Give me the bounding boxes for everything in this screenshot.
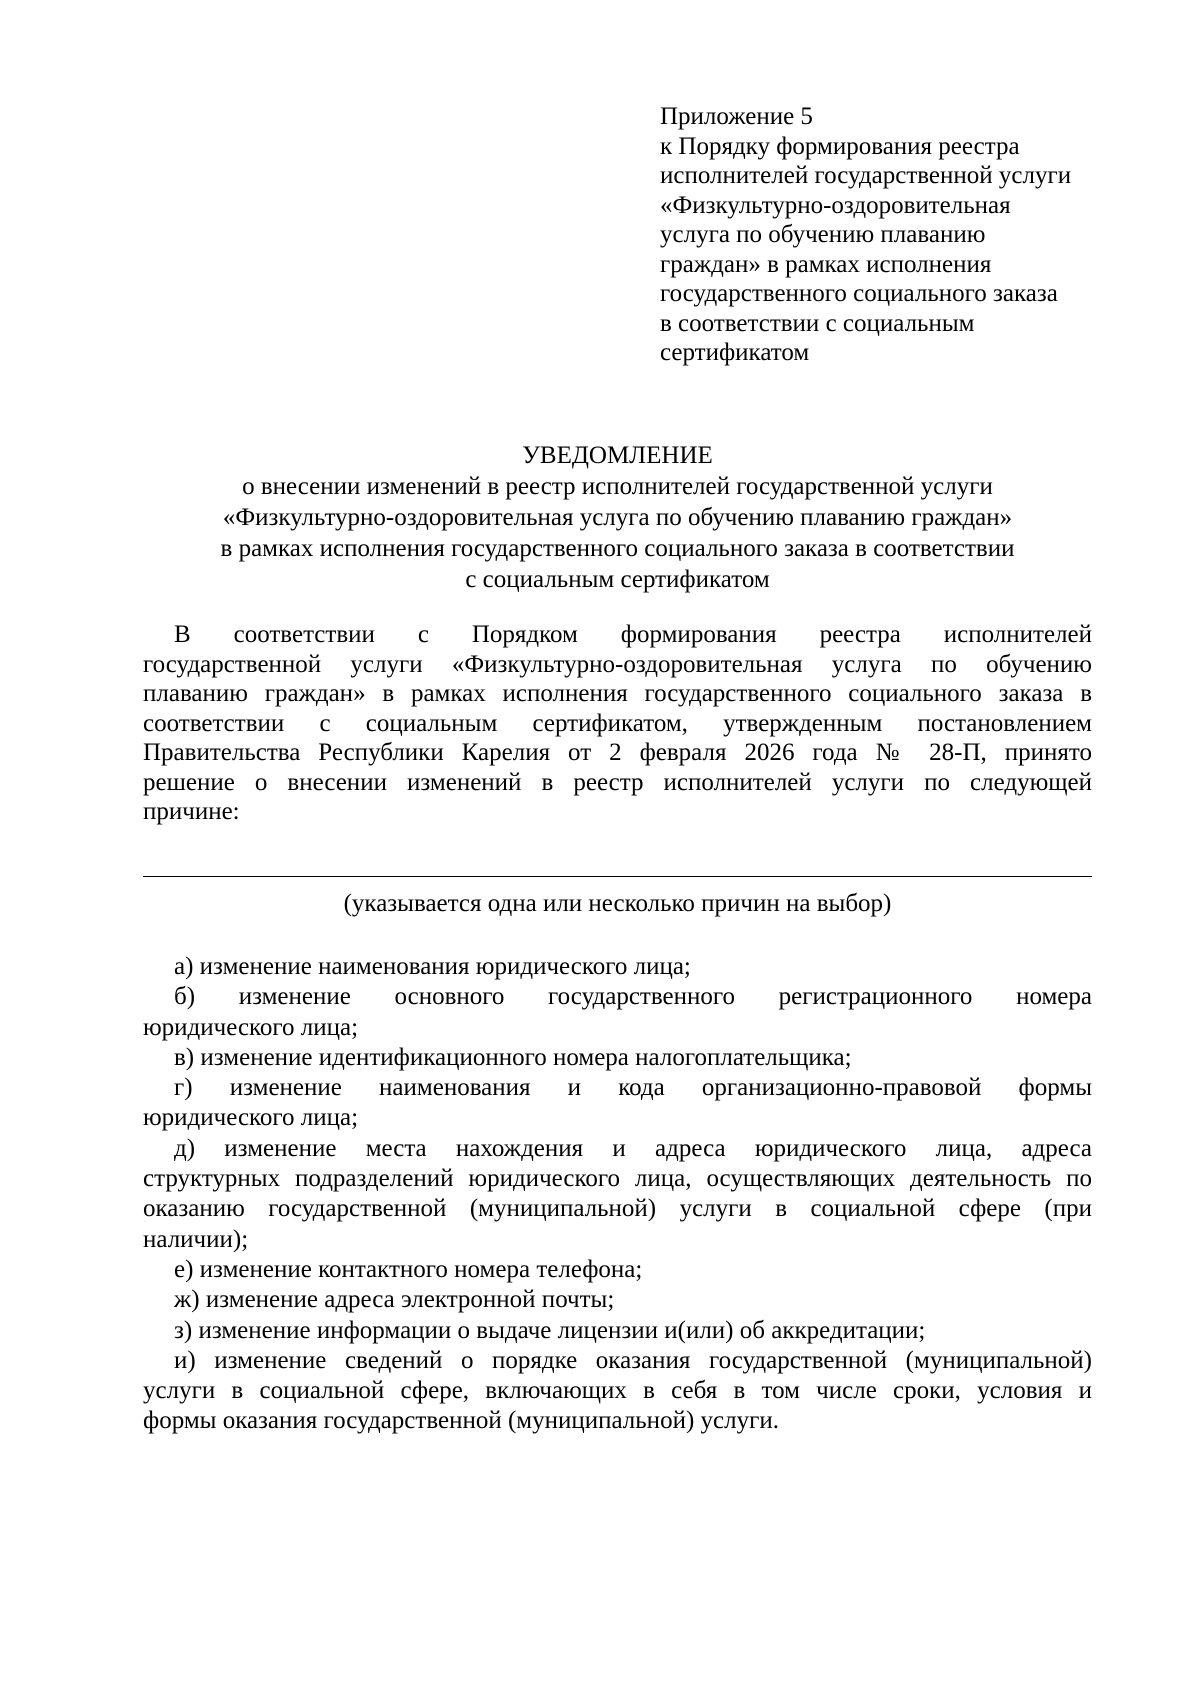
reason-item-z bbox=[143, 1316, 1092, 1346]
fill-in-caption: (указывается одна или несколько причин на выбор) bbox=[343, 890, 892, 917]
reason-item-d bbox=[143, 1134, 1092, 1255]
reason-item-e bbox=[143, 1255, 1092, 1285]
reason-line: юридического лица; bbox=[143, 1013, 359, 1041]
body-line: причине: bbox=[143, 798, 240, 825]
body-line: В соответствии с Порядком формирования реестра исполнителей bbox=[174, 621, 1092, 648]
reason-line: оказанию государственной (муниципальной) услуги в социальной сфере (при bbox=[143, 1195, 1092, 1223]
reason-line: и) изменение сведений о порядке оказания государственной (муниципальной) bbox=[174, 1346, 1092, 1374]
appendix-line: в соответствии с социальным bbox=[660, 309, 975, 337]
appendix-line: Приложение 5 bbox=[660, 103, 813, 130]
reason-line: д) изменение места нахождения и адреса юридического лица, адреса bbox=[174, 1134, 1092, 1162]
reason-line: б) изменение основного государственного регистрационного номера bbox=[174, 983, 1092, 1011]
reason-item-a bbox=[143, 952, 1092, 982]
title-line: с социальным сертификатом bbox=[465, 566, 770, 593]
reason-line: а) изменение наименования юридического лица; bbox=[174, 953, 691, 980]
body-line: плаванию граждан» в рамках исполнения государственного социального заказа в bbox=[143, 680, 1092, 707]
reason-item-i bbox=[143, 1346, 1092, 1437]
reason-line: ж) изменение адреса электронной почты; bbox=[174, 1286, 615, 1314]
appendix-line: государственного социального заказа bbox=[660, 280, 1058, 307]
document-title bbox=[143, 440, 1092, 595]
fill-in-line bbox=[143, 876, 1092, 877]
appendix-line: к Порядку формирования реестра bbox=[660, 132, 1020, 160]
reason-item-v bbox=[143, 1043, 1092, 1073]
appendix-line: услуга по обучению плаванию bbox=[660, 221, 986, 248]
body-line: государственной услуги «Физкультурно-оздоровительная услуга по обучению bbox=[143, 650, 1092, 678]
appendix-line: граждан» в рамках исполнения bbox=[660, 250, 992, 278]
body-line: соответствии с социальным сертификатом, утвержденным постановлением bbox=[143, 709, 1092, 737]
appendix-line: исполнителей государственной услуги bbox=[660, 162, 1072, 189]
reason-item-zh bbox=[143, 1285, 1092, 1315]
reason-item-b bbox=[143, 982, 1092, 1043]
title-line: о внесении изменений в реестр исполнителей государственной услуги bbox=[242, 473, 993, 500]
reasons-list bbox=[143, 952, 1092, 1437]
reason-line: наличии); bbox=[143, 1225, 249, 1253]
title-line: в рамках исполнения государственного социального заказа в соответствии bbox=[220, 535, 1015, 562]
body-line: решение о внесении изменений в реестр исполнителей услуги по следующей bbox=[143, 768, 1092, 796]
title-line: «Физкультурно-оздоровительная услуга по обучению плаванию граждан» bbox=[222, 504, 1013, 531]
body-line: Правительства Республики Карелия от 2 февраля 2026 года № 28-П, принято bbox=[143, 739, 1092, 766]
reason-line: юридического лица; bbox=[143, 1104, 359, 1132]
title-heading: УВЕДОМЛЕНИЕ bbox=[522, 442, 713, 469]
reason-line: услуги в социальной сфере, включающих в себя в том числе сроки, условия и bbox=[143, 1377, 1092, 1405]
reason-line: в) изменение идентификационного номера налогоплательщика; bbox=[174, 1043, 852, 1071]
appendix-line: сертификатом bbox=[660, 339, 810, 366]
appendix-header bbox=[660, 102, 1110, 368]
reason-line: з) изменение информации о выдаче лицензии и(или) об аккредитации; bbox=[174, 1316, 926, 1344]
body-paragraph bbox=[143, 620, 1092, 827]
reason-line: е) изменение контактного номера телефона; bbox=[174, 1255, 643, 1283]
reason-line: формы оказания государственной (муниципальной) услуги. bbox=[143, 1407, 779, 1435]
reason-line: г) изменение наименования и кода организационно-правовой формы bbox=[174, 1074, 1092, 1102]
appendix-line: «Физкультурно-оздоровительная bbox=[660, 191, 1011, 219]
reason-line: структурных подразделений юридического лица, осуществляющих деятельность по bbox=[143, 1165, 1092, 1193]
reason-item-g bbox=[143, 1073, 1092, 1134]
